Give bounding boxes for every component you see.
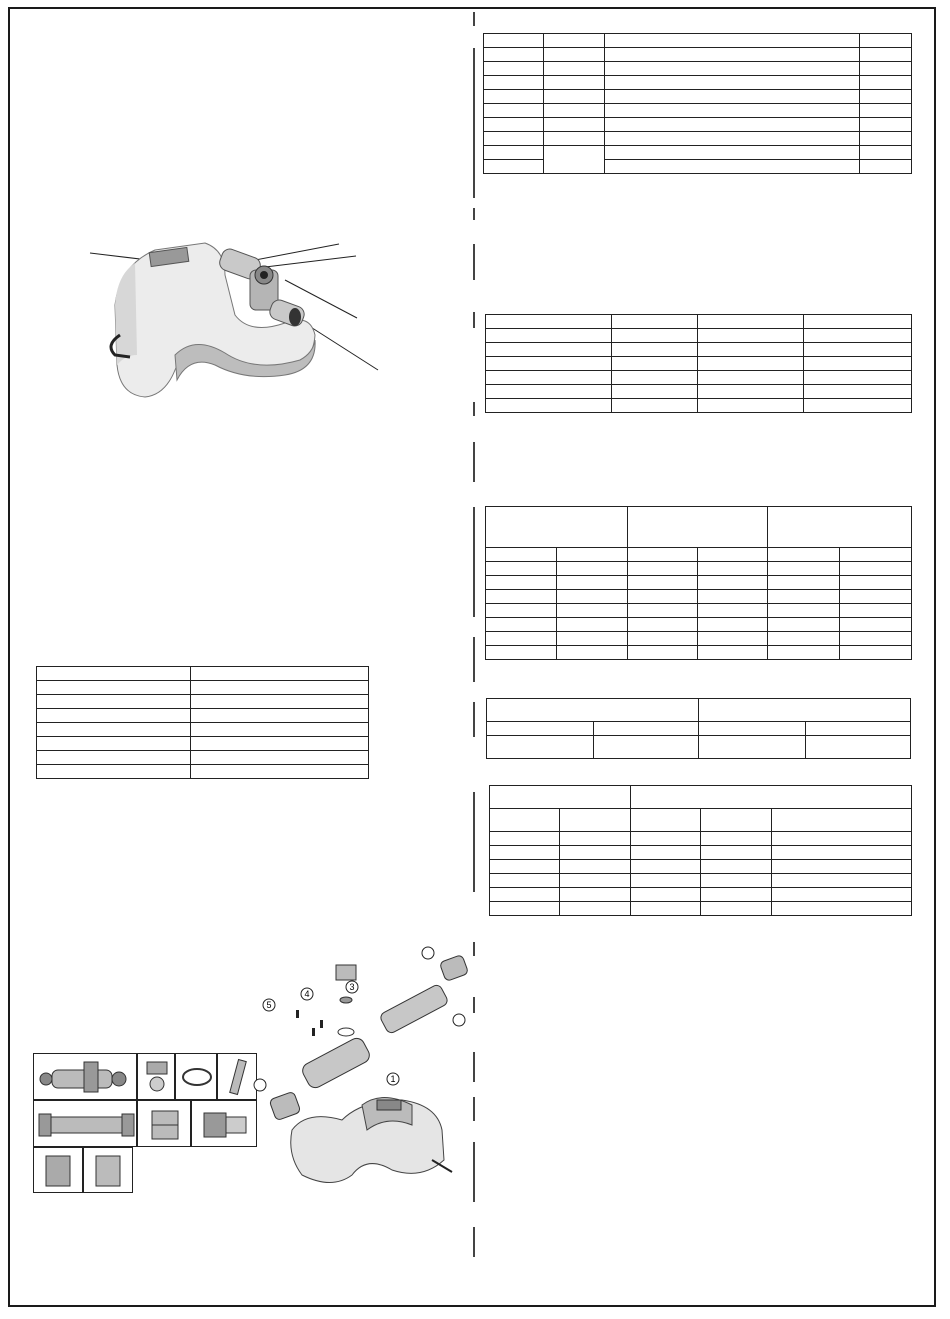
adapter-icon bbox=[191, 1100, 257, 1147]
spec-table-left bbox=[36, 666, 369, 779]
screw-icon bbox=[217, 1053, 257, 1100]
output-table bbox=[485, 506, 912, 660]
o-ring-icon bbox=[175, 1053, 217, 1100]
svg-text:3: 3 bbox=[349, 982, 355, 992]
svg-text:5: 5 bbox=[266, 1000, 272, 1010]
svg-text:1: 1 bbox=[390, 1074, 396, 1084]
settings-table bbox=[485, 314, 912, 413]
parts-grid bbox=[33, 1053, 257, 1193]
pool-size-table bbox=[489, 785, 912, 916]
svg-text:4: 4 bbox=[304, 989, 310, 999]
salt-table bbox=[486, 698, 911, 759]
product-photo bbox=[85, 205, 385, 405]
nut-a-icon bbox=[33, 1147, 83, 1193]
valve-clamp-icon bbox=[137, 1053, 175, 1100]
coupling-icon bbox=[137, 1100, 191, 1147]
hose-icon bbox=[33, 1100, 137, 1147]
nut-b-icon bbox=[83, 1147, 133, 1193]
troubleshoot-table-top bbox=[483, 33, 912, 174]
exploded-view bbox=[252, 940, 474, 1190]
manifold-icon bbox=[33, 1053, 137, 1100]
